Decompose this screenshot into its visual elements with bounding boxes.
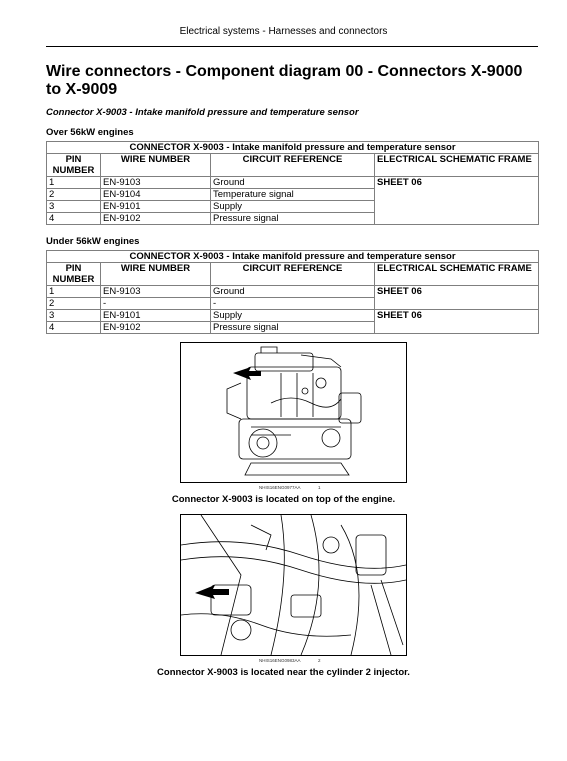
table-banner: CONNECTOR X-9003 - Intake manifold pressure and temperature sensor	[47, 142, 539, 154]
header-rule	[46, 46, 538, 47]
col-header-wire: WIRE NUMBER	[101, 154, 211, 177]
circuit-cell: Temperature signal	[211, 189, 375, 201]
circuit-cell: Supply	[211, 201, 375, 213]
pin-cell: 3	[47, 201, 101, 213]
col-header-pin: PIN NUMBER	[47, 154, 101, 177]
pin-cell: 1	[47, 177, 101, 189]
connector-table-over-56kw	[46, 141, 539, 225]
locator-arrow-icon	[195, 585, 229, 599]
circuit-cell: Supply	[211, 310, 375, 322]
col-header-circuit: CIRCUIT REFERENCE	[211, 263, 375, 286]
connector-table-under-56kw	[46, 250, 539, 334]
circuit-cell: Pressure signal	[211, 213, 375, 225]
table-row	[47, 310, 539, 322]
pin-cell: 1	[47, 286, 101, 298]
frame-cell: SHEET 06	[375, 177, 539, 225]
frame-cell: SHEET 06	[375, 286, 539, 310]
injector-figure	[180, 514, 407, 656]
col-header-wire: WIRE NUMBER	[101, 263, 211, 286]
wire-cell: EN-9101	[101, 310, 211, 322]
figure-caption-1: Connector X-9003 is located on top of the engine.	[171, 494, 396, 505]
table-caption-over-56kw: Over 56kW engines	[46, 127, 134, 138]
wire-cell: EN-9103	[101, 286, 211, 298]
table-caption-under-56kw: Under 56kW engines	[46, 236, 140, 247]
section-subtitle: Connector X-9003 - Intake manifold pressure and temperature sensor	[46, 107, 359, 118]
page-title: Wire connectors - Component diagram 00 - Connectors X-9000 to X-9009	[46, 63, 523, 98]
wire-cell: -	[101, 298, 211, 310]
pin-cell: 2	[47, 298, 101, 310]
pin-cell: 4	[47, 322, 101, 334]
injector-closeup-illustration	[181, 515, 406, 655]
wire-cell: EN-9103	[101, 177, 211, 189]
circuit-cell: Pressure signal	[211, 322, 375, 334]
pin-cell: 2	[47, 189, 101, 201]
circuit-cell: Ground	[211, 286, 375, 298]
engine-figure	[180, 342, 407, 483]
wire-cell: EN-9102	[101, 213, 211, 225]
col-header-circuit: CIRCUIT REFERENCE	[211, 154, 375, 177]
figure-caption-2: Connector X-9003 is located near the cylinder 2 injector.	[157, 667, 410, 678]
figure-number-1: 1	[318, 485, 321, 490]
page-header: Electrical systems - Harnesses and connectors	[179, 26, 388, 37]
col-header-frame: ELECTRICAL SCHEMATIC FRAME	[375, 263, 539, 286]
pin-cell: 3	[47, 310, 101, 322]
col-header-pin: PIN NUMBER	[47, 263, 101, 286]
figure-number-2: 2	[318, 658, 321, 663]
table-row	[47, 177, 539, 189]
wire-cell: EN-9104	[101, 189, 211, 201]
figure-id-2: NHIS16ENG0983AA	[259, 658, 301, 663]
pin-cell: 4	[47, 213, 101, 225]
figure-id-1: NHIS16ENG0977AA	[259, 485, 301, 490]
table-banner: CONNECTOR X-9003 - Intake manifold pressure and temperature sensor	[47, 251, 539, 263]
circuit-cell: Ground	[211, 177, 375, 189]
table-row	[47, 286, 539, 298]
locator-arrow-icon	[233, 367, 261, 380]
col-header-frame: ELECTRICAL SCHEMATIC FRAME	[375, 154, 539, 177]
wire-cell: EN-9101	[101, 201, 211, 213]
frame-cell: SHEET 06	[375, 310, 539, 334]
engine-illustration	[181, 343, 406, 482]
wire-cell: EN-9102	[101, 322, 211, 334]
circuit-cell: -	[211, 298, 375, 310]
